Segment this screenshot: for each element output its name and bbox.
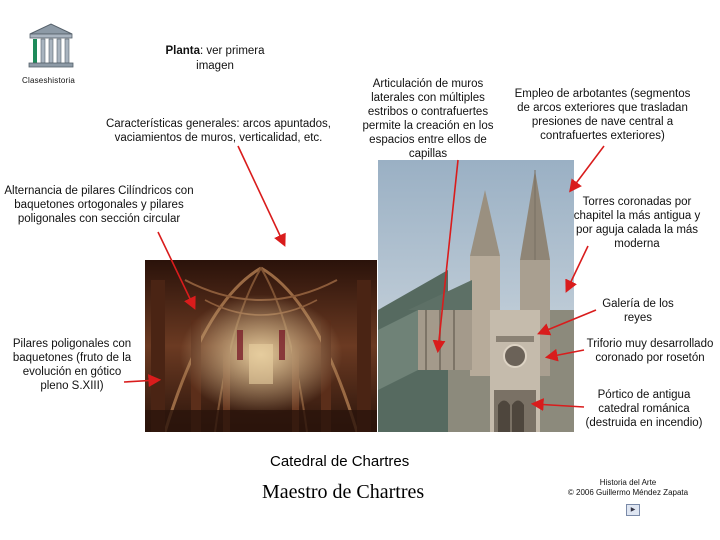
cathedral-exterior-photo [378, 160, 574, 432]
plan-note-bold: Planta [165, 45, 200, 57]
arrow-general [238, 146, 284, 244]
note-kings-gallery: Galería de los reyes [602, 298, 674, 324]
temple-logo-icon[interactable] [26, 22, 76, 70]
note-towers: Torres coronadas por chapitel la más antigua y por aguja calada la más moderna [573, 196, 701, 250]
arrow-buttresses [571, 146, 604, 190]
note-triforium: Triforio muy desarrollado coronado por rosetón [586, 338, 714, 364]
note-pillar-alternation: Alternancia de pilares Cilíndricos con baquetones ortogonales y pilares poligonales con sección circular [4, 185, 194, 225]
note-polygonal-pillars: Pilares poligonales con baquetones (fruto de la evolución en gótico pleno S.XIII) [12, 338, 132, 392]
credit-line-2: © 2006 Guillermo Méndez Zapata [567, 488, 689, 497]
credit-block [558, 478, 698, 498]
note-wall-articulation: Articulación de muros laterales con múltiples estribos o contrafuertes permite la creación en los espacios entre ellos de capillas [362, 78, 494, 160]
note-portico: Pórtico de antigua catedral románica (destruida en incendio) [585, 389, 703, 429]
plan-note-text: : ver primera imagen [196, 45, 265, 72]
cathedral-interior-photo [145, 260, 377, 432]
slide-title: Maestro de Chartres [262, 481, 425, 503]
note-general-characteristics: Características generales: arcos apuntados, vaciamientos de muros, verticalidad, etc. [105, 118, 331, 144]
plan-note [150, 44, 280, 74]
cathedral-caption: Catedral de Chartres [270, 453, 410, 470]
credit-line-1: Historia del Arte [599, 478, 657, 487]
logo-label: Claseshistoria [22, 76, 76, 85]
note-flying-buttresses: Empleo de arbotantes (segmentos de arcos exteriores que trasladan presiones de nave central a contrafuertes exteriores) [514, 88, 691, 142]
next-slide-button[interactable]: ▶ [626, 504, 640, 516]
